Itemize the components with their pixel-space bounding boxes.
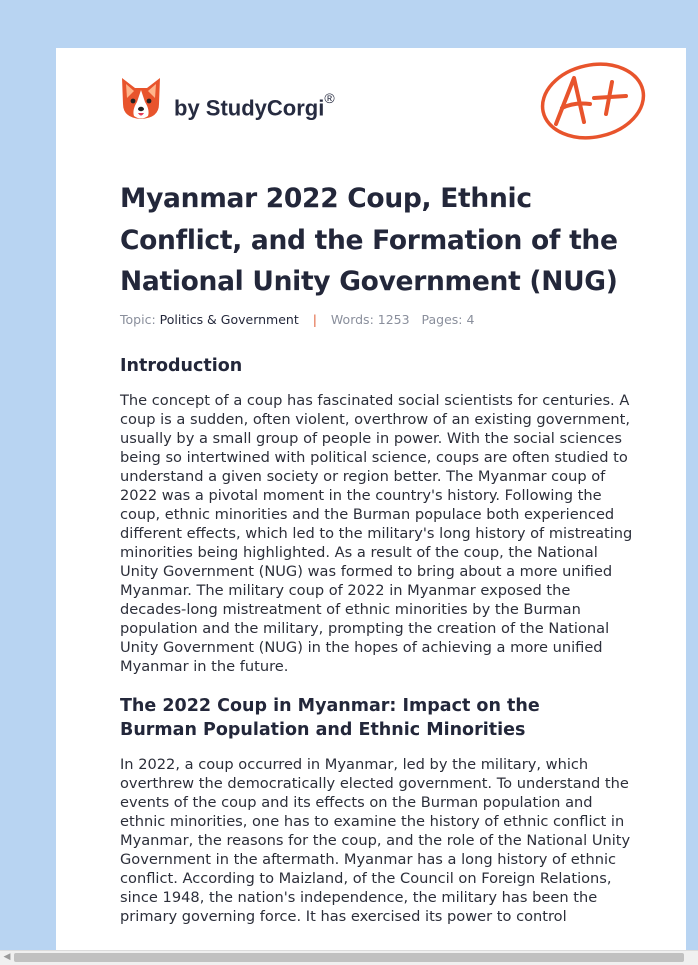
essay-meta: [120, 312, 474, 327]
section-body-coup-impact: In 2022, a coup occurred in Myanmar, led by the military, which overthrew the democratically elected government. To understand the events of the coup and its effects on the Burman population and ethnic minorities, one has to examine the history of ethnic conflict in Myanmar, the reasons for the coup, and the role of the National Unity Government in the aftermath. Myanmar has a long history of ethnic conflict. According to Maizland, of the Council on Foreign Relations, since 1948, the nation's independence, the military has been the primary governing force. It has exercised its power to control: [120, 756, 631, 925]
scroll-left-icon[interactable]: ◀: [3, 952, 11, 962]
brand-name: by StudyCorgi®: [174, 90, 335, 121]
studycorgi-logo[interactable]: [120, 76, 420, 128]
pages-label: Pages:: [421, 312, 463, 327]
essay-title: Myanmar 2022 Coup, Ethnic Conflict, and the Formation of the National Unity Government (NUG): [120, 183, 618, 297]
words-count: 1253: [377, 312, 410, 327]
section-heading-introduction: Introduction: [120, 356, 243, 376]
corgi-icon: [120, 76, 162, 122]
document-card: [56, 48, 686, 950]
a-plus-grade-stamp: [538, 58, 648, 140]
pages-count: 4: [466, 312, 475, 327]
scrollbar-thumb[interactable]: [14, 953, 684, 962]
section-body-introduction: The concept of a coup has fascinated social scientists for centuries. A coup is a sudden, often violent, overthrow of an existing government, usually by a small group of people in power. With the social sciences being so intertwined with political science, coups are often studied to understand a given society or region better. The Myanmar coup of 2022 was a pivotal moment in the country's history. Following the coup, ethnic minorities and the Burman populace both experienced different effects, which led to the military's long history of mistreating minorities being highlighted. As a result of the coup, the National Unity Government (NUG) was formed to bring about a more unified Myanmar. The military coup of 2022 in Myanmar exposed the decades-long mistreatment of ethnic minorities by the Burman population and the military, prompting the creation of the National Unity Government (NUG) in the hopes of achieving a more unified Myanmar in the future.: [120, 392, 633, 675]
grade-text: A+: [538, 58, 540, 59]
topic-link[interactable]: Politics & Government: [159, 312, 299, 327]
topic-label: Topic:: [120, 312, 156, 327]
words-label: Words:: [330, 312, 374, 327]
section-heading-coup-impact: The 2022 Coup in Myanmar: Impact on the Burman Population and Ethnic Minorities: [120, 696, 540, 740]
meta-separator: |: [312, 312, 317, 327]
horizontal-scrollbar[interactable]: [0, 950, 698, 965]
